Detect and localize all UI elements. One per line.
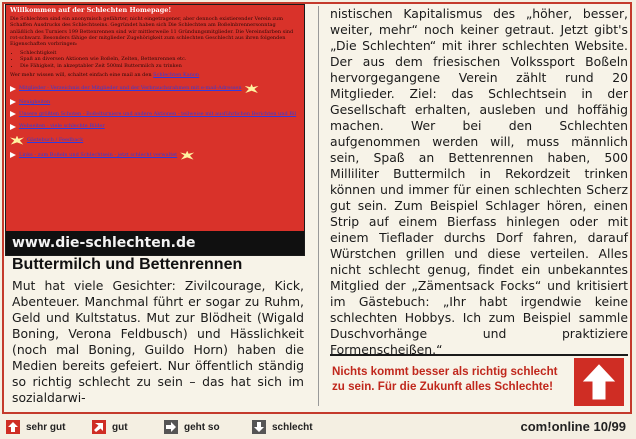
rating-item: [252, 420, 313, 434]
rating-item: [92, 420, 128, 434]
website-cta: [10, 72, 300, 78]
website-title: Willkommen auf der Schlechten Homepage!: [10, 6, 172, 14]
verdict-text: Nichts kommt besser als richtig schlecht zu sein. Für die Zukunft alles Schlechte!: [332, 365, 558, 393]
rating-label: gut: [112, 421, 128, 433]
arrow-up-icon: [6, 420, 20, 434]
rating-label: schlecht: [272, 421, 313, 433]
rating-item: [164, 420, 220, 434]
magazine-brand: com!online 10/99: [520, 419, 626, 434]
website-link-row: [10, 151, 300, 160]
website-link[interactable]: Unsere größten Schoten - Boßelturniere und andere Aktionen - teilweise mit ausführlichen Berichten und Bil: [19, 111, 297, 118]
website-list-item: • Spaß an diversen Aktionen wie Boßeln, Zelten, Bettenrennen etc.: [20, 56, 300, 62]
rating-label: sehr gut: [26, 421, 66, 433]
arrow-right-icon: [10, 124, 16, 130]
website-intro: Die Schlechten sind ein anonymisch gefährter, nicht eingetragener, aber dennoch existierender Verein zum Schaffen Ausdrucks des Schlechtseins. Gegründet haben sich Die Schlechten am Boßelnbrennersonntag anläßlich des Turniers 199 Bettenrennen sind wir mittlerweile 11 Gründungsmitglieder. Die Vereinsfarben sind rot-schwarz. Besonders fähige der mitglieder Zugehörigkeit zum schlechten Geschlecht aus ihren folgenden Eigenschaften vorbringen:: [10, 16, 294, 48]
website-link[interactable]: Neuigkeiten: [19, 99, 51, 106]
website-list-item: • Die Fähigkeit, in akzeptabler Zeit 500ml Buttermilch zu trinken: [20, 63, 300, 69]
arrow-right-icon: [10, 152, 16, 158]
verdict-rule: [330, 354, 628, 356]
arrow-right-icon: [10, 86, 16, 92]
article-headline: Buttermilch und Bettenrennen: [12, 256, 243, 273]
website-link-row: [10, 99, 300, 105]
rating-item: [6, 420, 65, 434]
arrow-right-icon: [10, 111, 16, 117]
arrow-right-icon: [164, 420, 178, 434]
website-cta-link[interactable]: Schlechten Kanon: [153, 71, 200, 78]
verdict-box: [330, 354, 628, 410]
website-screenshot-content: [6, 5, 304, 229]
website-link[interactable]: Links - zum Boßeln und Schlechtsein - jetzt schlecht verwaltet: [19, 152, 178, 159]
arrow-up-right-icon: [92, 420, 106, 434]
website-link-row: [10, 136, 300, 145]
column-divider: [318, 6, 319, 406]
website-screenshot: [5, 4, 305, 256]
arrow-right-icon: [10, 99, 16, 105]
website-link[interactable]: Webseiten - viele schlechte Bilder: [19, 123, 105, 130]
article-body-left: Mut hat viele Gesichter: Zivilcourage, Kick, Abenteuer. Manchmal führt er sogar zu Ruhm, Geld und Kultstatus. Mut zur Blödheit (Wigald Boning, Verona Feldbusch) und Hässlichkeit (noch mal Boning, Guildo Horn) haben die Medien bereits gefeiert. Nur öffentlich ständig so richtig schlecht zu sein – das hat sich im sozialdarwi-: [12, 278, 304, 405]
website-link[interactable]: Gästebuch / Feedback: [27, 137, 84, 144]
website-list-item: • Schlechtigkeit: [20, 50, 300, 56]
starburst-icon: [180, 151, 194, 160]
article-body-right: nistischen Kapitalismus des „höher, besser, weiter, mehr“ noch keiner getraut. Jetzt gibt's „Die Schlechten“ mit ihrer schlechten Website. Der aus dem friesischen Volkssport Boßeln hervorgegangene Verein zählt rund 20 Mitglieder. Ziel: das Schlechtsein in der Gesellschaft erhalten, ausleben und hoffähig machen. Wer bei den Schlechten aufgenommen werden will, muss männlich sein, Spaß an Bettenrennen haben, 500 Milliliter Buttermilch in Rekordzeit trinken können und immer für einen schlechten Scherz gut sein. Zum Beispiel Schlager hören, einen Strip auf einem Bierfass hinlegen oder mit einem Tieflader durchs Dorf fahren, darauf Würstchen grillen und diese verteilen. Alles nicht schlecht genug, findet ein unbekanntes Mitglied der „Zämentsack Focks“ und kritisiert im Gästebuch: „Ihr habt irgendwie keine schlechten Hobbys. Ich zum Beispiel sammle Duschvorhänge und praktiziere Formenscheißen.“: [330, 6, 628, 357]
arrow-up-icon: [582, 363, 616, 401]
starburst-icon: [10, 136, 24, 145]
website-link-row: [10, 84, 300, 93]
website-link-row: [10, 111, 300, 117]
website-cta-text: Wer mehr wissen will, schaltet einfach eine mail an den: [10, 71, 152, 78]
website-link[interactable]: Mitglieder - Verzeichnis der Mitglieder und der Verbrauchsrahmen mit e-mail-Adressen: [19, 85, 242, 92]
verdict-rating-badge: [574, 358, 624, 406]
website-link-row: [10, 123, 300, 129]
website-list: [10, 50, 300, 69]
rating-label: geht so: [184, 421, 220, 433]
rating-legend: [0, 416, 636, 439]
starburst-icon: [245, 84, 259, 93]
website-url: www.die-schlechten.de: [6, 231, 304, 255]
arrow-down-icon: [252, 420, 266, 434]
